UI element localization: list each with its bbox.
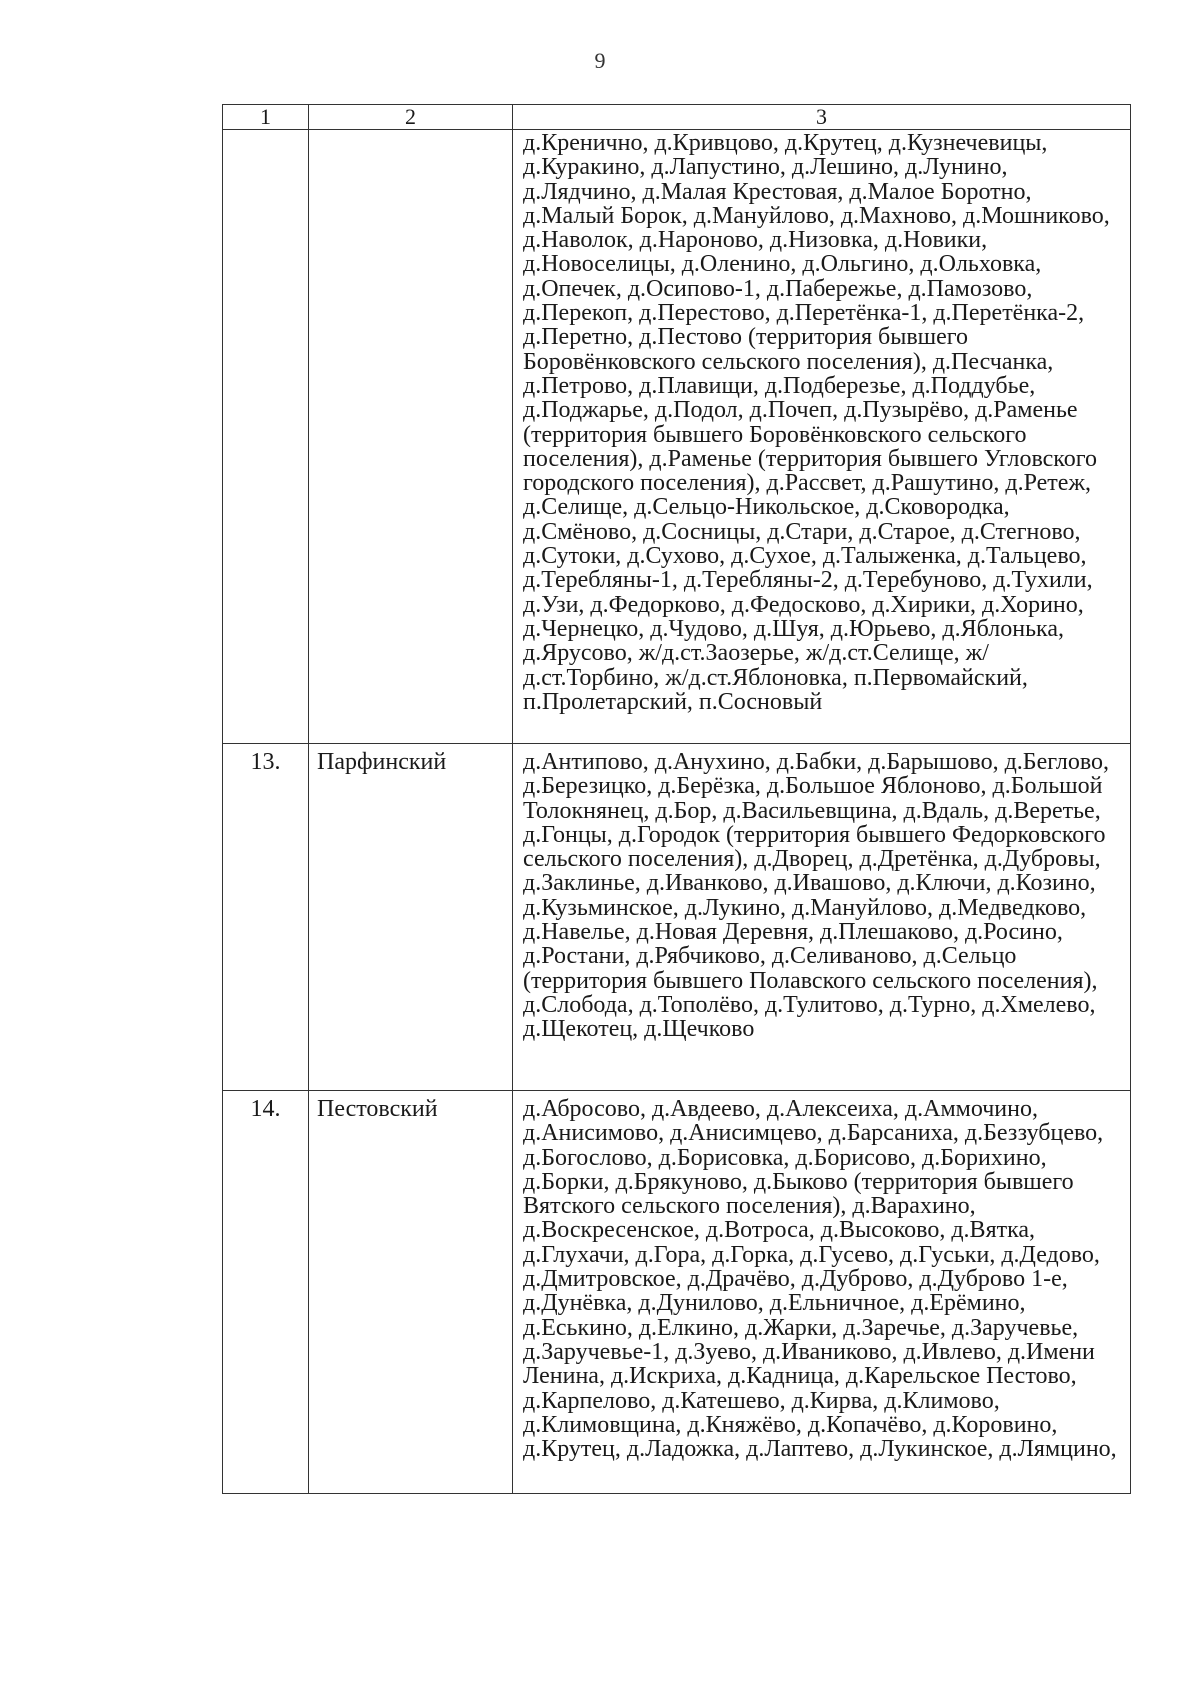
district-name: Парфинский (309, 744, 513, 1091)
page-number: 9 (594, 48, 606, 73)
settlements-table (222, 104, 1131, 1494)
row-number: 14. (223, 1091, 309, 1494)
column-header-3: 3 (513, 105, 1131, 130)
column-header-1: 1 (223, 105, 309, 130)
table-row (223, 130, 1131, 744)
table-row (223, 744, 1131, 1091)
column-header-2: 2 (309, 105, 513, 130)
table-row (223, 1091, 1131, 1494)
settlement-list: д.Абросово, д.Авдеево, д.Алексеиха, д.Аммочино, д.Анисимово, д.Анисимцево, д.Барсаниха, д.Беззубцево, д.Богослово, д.Борисовка, д.Борисово, д.Борихино, д.Борки, д.Брякуново, д.Быково (территория бывшего Вятского сельского поселения), д.Варахино, д.Воскресенское, д.Вотроса, д.Высоково, д.Вятка, д.Глухачи, д.Гора, д.Горка, д.Гусево, д.Гуськи, д.Дедово, д.Дмитровское, д.Драчёво, д.Дуброво, д.Дуброво 1-е, д.Дунёвка, д.Дунилово, д.Ельничное, д.Ерёмино, д.Еськино, д.Елкино, д.Жарки, д.Заречье, д.Заручевье, д.Заручевье-1, д.Зуево, д.Иваниково, д.Ивлево, д.Имени Ленина, д.Искриха, д.Кадница, д.Карельское Пестово, д.Карпелово, д.Катешево, д.Кирва, д.Климово, д.Климовщина, д.Княжёво, д.Копачёво, д.Коровино, д.Крутец, д.Ладожка, д.Лаптево, д.Лукинское, д.Лямцино, (513, 1091, 1131, 1494)
settlement-list: д.Антипово, д.Анухино, д.Бабки, д.Барышово, д.Беглово, д.Березицко, д.Берёзка, д.Большое Яблоново, д.Большой Толокнянец, д.Бор, д.Васильевщина, д.Вдаль, д.Веретье, д.Гонцы, д.Городок (территория бывшего Федорковского сельского поселения), д.Дворец, д.Дретёнка, д.Дубровы, д.Заклинье, д.Иванково, д.Ивашово, д.Ключи, д.Козино, д.Кузьминское, д.Лукино, д.Мануйлово, д.Медведково, д.Навелье, д.Новая Деревня, д.Плешаково, д.Росино, д.Ростани, д.Рябчиково, д.Селиваново, д.Сельцо (территория бывшего Полавского сельского поселения), д.Слобода, д.Тополёво, д.Тулитово, д.Турно, д.Хмелево, д.Щекотец, д.Щечково (513, 744, 1131, 1091)
district-name: Пестовский (309, 1091, 513, 1494)
row-number: 13. (223, 744, 309, 1091)
table-header-row (223, 105, 1131, 130)
district-name (309, 130, 513, 744)
row-number (223, 130, 309, 744)
settlement-list: д.Кренично, д.Кривцово, д.Крутец, д.Кузнечевицы, д.Куракино, д.Лапустино, д.Лешино, д.Лунино, д.Лядчино, д.Малая Крестовая, д.Малое Боротно, д.Малый Борок, д.Мануйлово, д.Махново, д.Мошниково, д.Наволок, д.Нароново, д.Низовка, д.Новики, д.Новоселицы, д.Оленино, д.Ольгино, д.Ольховка, д.Опечек, д.Осипово-1, д.Пабережье, д.Памозово, д.Перекоп, д.Перестово, д.Перетёнка-1, д.Перетёнка-2, д.Перетно, д.Пестово (территория бывшего Боровёнковского сельского поселения), д.Песчанка, д.Петрово, д.Плавищи, д.Подберезье, д.Поддубье, д.Поджарье, д.Подол, д.Почеп, д.Пузырёво, д.Раменье (территория бывшего Боровёнковского сельского поселения), д.Раменье (территория бывшего Угловского городского поселения), д.Рассвет, д.Рашутино, д.Ретеж, д.Селище, д.Сельцо-Никольское, д.Сковородка, д.Смёново, д.Сосницы, д.Стари, д.Старое, д.Стегново, д.Сутоки, д.Сухово, д.Сухое, д.Талыженка, д.Тальцево, д.Теребляны-1, д.Теребляны-2, д.Теребуново, д.Тухили, д.Узи, д.Федорково, д.Федосково, д.Хирики, д.Хорино, д.Чернецко, д.Чудово, д.Шуя, д.Юрьево, д.Яблонька, д.Ярусово, ж/д.ст.Заозерье, ж/д.ст.Селище, ж/д.ст.Торбино, ж/д.ст.Яблоновка, п.Первомайский, п.Пролетарский, п.Сосновый (513, 130, 1131, 744)
